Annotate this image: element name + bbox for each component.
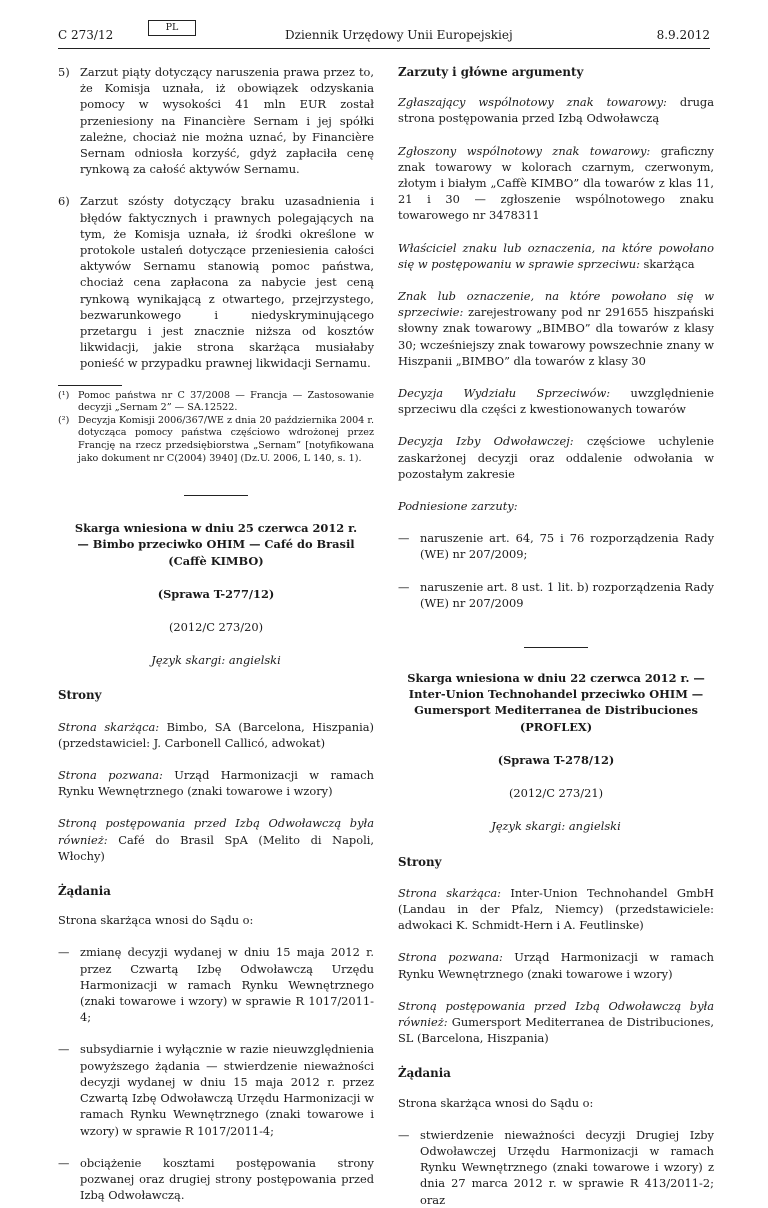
- other-party: [58, 815, 374, 864]
- other-party-label: Stroną postępowania przed Izbą Odwoławczą była również:: [58, 816, 374, 847]
- claims-heading: Żądania: [58, 884, 111, 899]
- trade-mark-applicant: [398, 94, 714, 126]
- defendant: [58, 767, 374, 799]
- plea-5: [58, 64, 374, 177]
- field-label: Właściciel znaku lub oznaczenia, na które powołano się w postępowaniu w sprawie sprzeciwu:: [398, 240, 714, 271]
- mark-relied-on: [398, 288, 714, 369]
- applicant: [58, 719, 374, 751]
- case-number: (Sprawa T-278/12): [497, 752, 615, 767]
- case-reference: (2012/C 273/20): [168, 620, 264, 635]
- section-separator: [524, 647, 588, 648]
- plea-text: Zarzut szósty dotyczący braku uzasadnienia i błędów faktycznych i prawnych polegających na tym, że Komisja uznała, iż środki określone w protokole ustaleń dotyczące przeniesienia całości aktywów Sernamu stanowią pomoc państwa, chociaż cena zapłacona za nabycie jest ceną rynkową wynikającą z otwartego, przejrzystego, bezwarunkowego i niedyskryminującego przetargu i jest znacznie niższa od kosztów likwidacji, jakie strona skarżąca musiałaby ponieść w przypadku prawnej likwidacji Sernamu.: [80, 194, 374, 371]
- right-column: [398, 64, 714, 1208]
- trade-mark-sought: [398, 143, 714, 224]
- field-label: Decyzja Wydziału Sprzeciwów:: [398, 386, 611, 401]
- footnote-mark: (²): [58, 414, 70, 426]
- footnote-text: Decyzja Komisji 2006/367/WE z dnia 20 października 2004 r. dotycząca pomocy państwa częściowo wdrożonej przez Francję na rzecz przedsiębiorstwa „Sernam” [notyfikowana jako dokument nr C(2004) 3940] (Dz.U. 2006, L 140, s. 1).: [78, 414, 374, 464]
- opposition-decision: [398, 385, 714, 417]
- footnote-rule: [58, 385, 122, 386]
- claim-text: subsydiarnie i wyłącznie w razie nieuwzględnienia powyższego żądania — stwierdzenie nieważności decyzji wydanej w dniu 15 maja 2012 r. przez Czwartą Izbę Odwoławczą Urzędu Harmonizacji w ramach Rynku Wewnętrznego (znaki towarowe i wzory) w sprawie R 1017/2011-4;: [80, 1042, 374, 1138]
- case-language: Język skargi: angielski: [151, 653, 281, 668]
- journal-title: Dziennik Urzędowy Unii Europejskiej: [285, 28, 513, 42]
- footnote-2: [58, 415, 374, 465]
- language-badge: PL: [148, 20, 196, 36]
- claim-item: — obciążenie kosztami postępowania strony pozwanej oraz drugiej strony postępowania przed Izbą Odwoławczą.: [58, 1155, 374, 1203]
- left-column: [58, 64, 374, 1203]
- field-value: zarejestrowany pod nr 291655 hiszpański słowny znak towarowy „BIMBO” dla towarów z klasy 30; wcześniejszy znak towarowy powszechnie znany w Hiszpanii „BIMBO” dla towarów z klasy 30: [398, 305, 714, 368]
- other-party-text: Gumersport Mediterranea de Distribuciones, SL (Barcelona, Hiszpania): [398, 1014, 714, 1046]
- case-title: Skarga wniesiona w dniu 25 czerwca 2012 r. — Bimbo przeciwko OHIM — Café do Brasil (Caffè KIMBO): [74, 521, 358, 568]
- applicant-text: Inter-Union Technohandel GmbH (Landau in der Pfalz, Niemcy) (przedstawiciele: adwokaci K. Schmidt-Hern i A. Feutlinske): [398, 885, 714, 933]
- plea-text: naruszenie art. 8 ust. 1 lit. b) rozporządzenia Rady (WE) nr 207/2009: [420, 579, 714, 610]
- field-label: Znak lub oznaczenie, na które powołano się w sprzeciwie:: [398, 289, 714, 320]
- pleas-label: Podniesione zarzuty:: [398, 499, 518, 514]
- field-label: Zgłoszony wspólnotowy znak towarowy:: [398, 143, 651, 158]
- plea-6: [58, 193, 374, 371]
- parties-heading: Strony: [58, 688, 102, 703]
- field-label: Zgłaszający wspólnotowy znak towarowy:: [398, 95, 667, 110]
- claim-text: zmianę decyzji wydanej w dniu 15 maja 2012 r. przez Czwartą Izbę Odwoławczą Urzędu Harmonizacji w ramach Rynku Wewnętrznego (znaki towarowe i wzory) w sprawie R 1017/2011-4;: [80, 945, 374, 1025]
- applicant: [398, 885, 714, 934]
- defendant-label: Strona pozwana:: [58, 768, 163, 783]
- case-number: (Sprawa T-277/12): [157, 586, 275, 601]
- field-value: częściowe uchylenie zaskarżonej decyzji oraz oddalenie odwołania w pozostałym zakresie: [398, 434, 714, 481]
- applicant-label: Strona skarżąca:: [58, 719, 160, 734]
- publication-date: 8.9.2012: [656, 28, 710, 42]
- claims-heading: Żądania: [398, 1066, 451, 1081]
- claim-text: obciążenie kosztami postępowania strony pozwanej oraz drugiej strony postępowania przed Izbą Odwoławczą.: [80, 1155, 374, 1203]
- field-value: skarżąca: [639, 256, 695, 271]
- other-party-label: Stroną postępowania przed Izbą Odwoławczą była również:: [398, 998, 714, 1029]
- plea-text: Zarzut piąty dotyczący naruszenia prawa przez to, że Komisja uznała, iż obowiązek odzyskania pomocy w wysokości 41 mln EUR został przeniesiony na Financière Sernam i jej spółki zależne, chociaż nie można uznać, by Financière Sernam odniosła korzyść, gdyż zapłaciła cenę rynkową za całość aktywów Sernamu.: [80, 65, 374, 177]
- board-decision: [398, 433, 714, 482]
- footnote-1: [58, 390, 374, 415]
- pleas-heading: Zarzuty i główne argumenty: [398, 65, 584, 79]
- field-value: uwzględnienie sprzeciwu dla części z kwestionowanych towarów: [398, 386, 715, 417]
- applicant-text: Bimbo, SA (Barcelona, Hiszpania) (przedstawiciel: J. Carbonell Callicó, adwokat): [58, 719, 374, 750]
- parties-heading: Strony: [398, 854, 442, 869]
- field-value: graficzny znak towarowy w kolorach czarnym, czerwonym, złotym i białym „Caffè KIMBO” dla towarów z klas 11, 21 i 30 — zgłoszenie wspólnotowego znaku towarowego nr 3478311: [398, 143, 714, 223]
- applicant-label: Strona skarżąca:: [398, 885, 501, 900]
- claims-intro: Strona skarżąca wnosi do Sądu o:: [58, 913, 254, 928]
- plea-number: 6): [58, 194, 70, 209]
- plea-text: naruszenie art. 64, 75 i 76 rozporządzenia Rady (WE) nr 207/2009;: [420, 531, 714, 562]
- plea-item: — naruszenie art. 8 ust. 1 lit. b) rozporządzenia Rady (WE) nr 207/2009: [398, 579, 714, 610]
- defendant-text: Urząd Harmonizacji w ramach Rynku Wewnętrznego (znaki towarowe i wzory): [398, 950, 714, 981]
- other-party: [398, 998, 714, 1047]
- defendant: [398, 949, 714, 981]
- footnote-mark: (¹): [58, 389, 70, 401]
- claim-item: — stwierdzenie nieważności decyzji Drugiej Izby Odwoławczej Urzędu Harmonizacji w ramach Rynku Wewnętrznego (znaki towarowe i wzory) z dnia 27 marca 2012 r. w sprawie R 413/2011-2; oraz: [398, 1127, 714, 1207]
- claim-item: — zmianę decyzji wydanej w dniu 15 maja 2012 r. przez Czwartą Izbę Odwoławczą Urzędu Harmonizacji w ramach Rynku Wewnętrznego (znaki towarowe i wzory) w sprawie R 1017/2011-4;: [58, 945, 374, 1025]
- case-title: Skarga wniesiona w dniu 22 czerwca 2012 r. — Inter-Union Technohandel przeciwko OHIM — Gumersport Mediterranea de Distribuciones (PROFLEX): [407, 671, 705, 734]
- claim-text: stwierdzenie nieważności decyzji Drugiej Izby Odwoławczej Urzędu Harmonizacji w ramach Rynku Wewnętrznego (znaki towarowe i wzory) z dnia 27 marca 2012 r. w sprawie R 413/2011-2; oraz: [420, 1127, 714, 1207]
- field-value: druga strona postępowania przed Izbą Odwoławczą: [398, 95, 714, 126]
- section-separator: [184, 495, 248, 496]
- defendant-label: Strona pozwana:: [398, 950, 503, 965]
- field-label: Decyzja Izby Odwoławczej:: [398, 434, 574, 449]
- defendant-text: Urząd Harmonizacji w ramach Rynku Wewnętrznego (znaki towarowe i wzory): [58, 768, 374, 799]
- page-header: [0, 18, 768, 48]
- plea-item: — naruszenie art. 64, 75 i 76 rozporządzenia Rady (WE) nr 207/2009;: [398, 531, 714, 562]
- footnote-text: Pomoc państwa nr C 37/2008 — Francja — Zastosowanie decyzji „Sernam 2” — SA.12522.: [78, 389, 374, 414]
- other-party-text: Café do Brasil SpA (Melito di Napoli, Włochy): [58, 832, 374, 863]
- claims-intro: Strona skarżąca wnosi do Sądu o:: [398, 1095, 594, 1110]
- opposition-proprietor: [398, 240, 714, 272]
- plea-number: 5): [58, 65, 70, 79]
- journal-ref: C 273/12: [58, 28, 114, 42]
- claim-item: — subsydiarnie i wyłącznie w razie nieuwzględnienia powyższego żądania — stwierdzenie nieważności decyzji wydanej w dniu 15 maja 2012 r. przez Czwartą Izbę Odwoławczą Urzędu Harmonizacji w ramach Rynku Wewnętrznego (znaki towarowe i wzory) w sprawie R 1017/2011-4;: [58, 1042, 374, 1138]
- header-rule: [58, 48, 710, 49]
- case-reference: (2012/C 273/21): [508, 786, 604, 801]
- case-language: Język skargi: angielski: [491, 819, 621, 834]
